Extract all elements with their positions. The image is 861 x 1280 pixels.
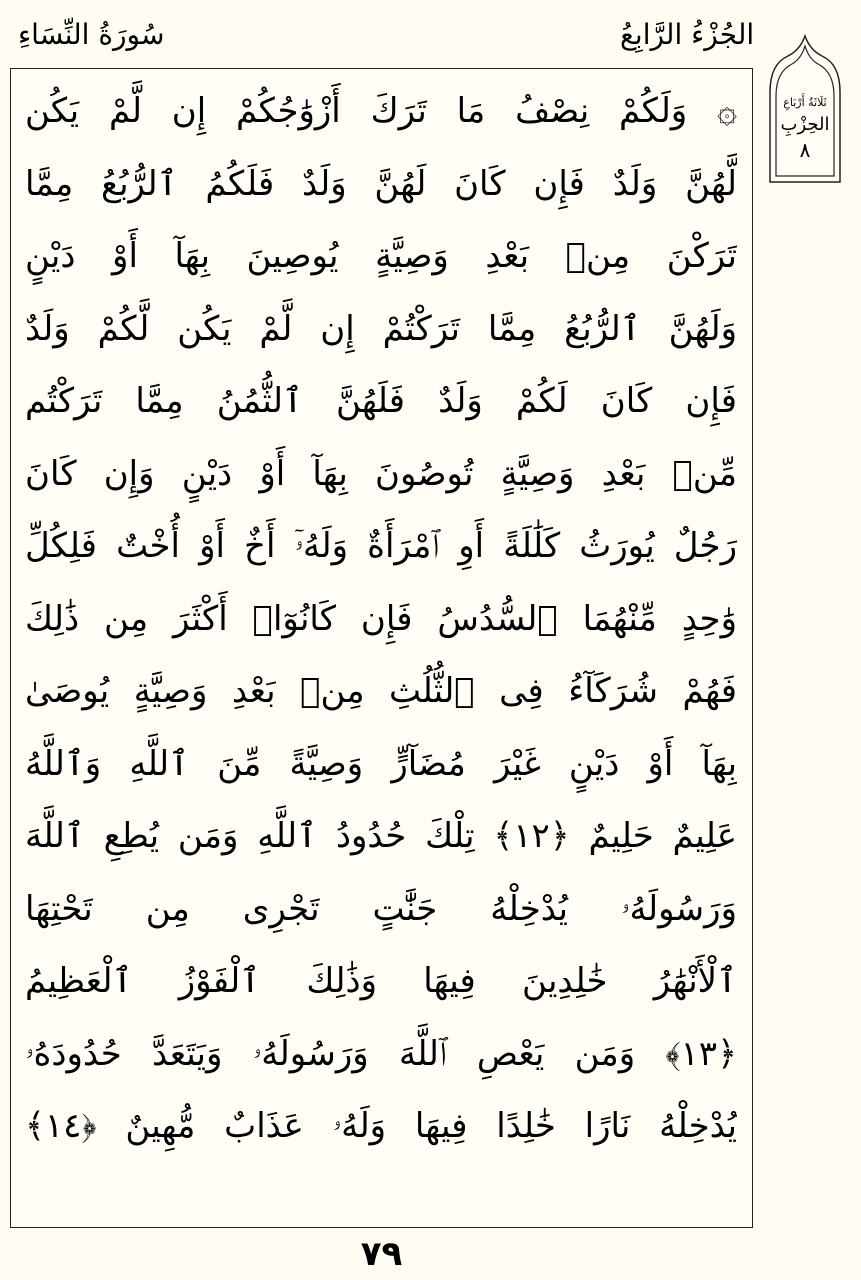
quran-line: وَرَسُولَهُۥ يُدْخِلْهُ جَنَّٰتٍ تَجْرِى مِن تَحْتِهَا xyxy=(25,888,737,929)
quran-line: يُدْخِلْهُ نَارًا خَٰلِدًا فِيهَا وَلَهُۥ عَذَابٌ مُّهِينٌ ﴿١٤﴾ xyxy=(25,1106,737,1146)
quran-line: فَهُمْ شُرَكَآءُ فِى ٱلثُّلُثِ مِنۢ بَعْدِ وَصِيَّةٍ يُوصَىٰ xyxy=(25,671,737,711)
quran-line: مِّنۢ بَعْدِ وَصِيَّةٍ تُوصُونَ بِهَآ أَوْ دَيْنٍ وَإِن كَانَ xyxy=(25,453,737,494)
quran-line: لَّهُنَّ وَلَدٌ فَإِن كَانَ لَهُنَّ وَلَدٌ فَلَكُمُ ٱلرُّبُعُ مِمَّا xyxy=(25,163,737,204)
quran-line: ﴿١٣﴾ وَمَن يَعْصِ ٱللَّهَ وَرَسُولَهُۥ وَيَتَعَدَّ حُدُودَهُۥ xyxy=(25,1033,737,1074)
quran-line: وَٰحِدٍ مِّنْهُمَا ٱلسُّدُسُ فَإِن كَانُوٓا۟ أَكْثَرَ مِن ذَٰلِكَ xyxy=(25,598,737,639)
juz-title: الجُزْءُ الرَّابِعُ xyxy=(620,18,755,51)
quran-line: رَجُلٌ يُورَثُ كَلَٰلَةً أَوِ ٱمْرَأَةٌ وَلَهُۥٓ أَخٌ أَوْ أُخْتٌ فَلِكُلِّ xyxy=(25,526,737,566)
hizb-label: الحِزْبِ xyxy=(780,114,830,135)
quran-line: تَرَكْنَ مِنۢ بَعْدِ وَصِيَّةٍ يُوصِينَ بِهَآ أَوْ دَيْنٍ xyxy=(25,236,737,276)
quran-line: فَإِن كَانَ لَكُمْ وَلَدٌ فَلَهُنَّ ٱلثُّمُنُ مِمَّا تَرَكْتُم xyxy=(25,381,737,421)
quran-line: عَلِيمٌ حَلِيمٌ ﴿١٢﴾ تِلْكَ حُدُودُ ٱللَّهِ وَمَن يُطِعِ ٱللَّهَ xyxy=(25,816,737,856)
hizb-marker xyxy=(766,34,844,184)
quran-line: ۞ وَلَكُمْ نِصْفُ مَا تَرَكَ أَزْوَٰجُكُمْ إِن لَّمْ يَكُن xyxy=(25,91,737,131)
quran-text-block xyxy=(25,75,737,1163)
surah-title: سُورَةُ النِّسَاءِ xyxy=(18,18,165,51)
quran-text-frame xyxy=(10,68,753,1228)
hizb-number: ٨ xyxy=(799,138,811,162)
page-number: ٧٩ xyxy=(360,1234,403,1274)
quran-line: ٱلْأَنْهَٰرُ خَٰلِدِينَ فِيهَا وَذَٰلِكَ ٱلْفَوْزُ ٱلْعَظِيمُ xyxy=(25,961,737,1001)
quran-line: وَلَهُنَّ ٱلرُّبُعُ مِمَّا تَرَكْتُمْ إِن لَّمْ يَكُن لَّكُمْ وَلَدٌ xyxy=(25,308,737,349)
quran-line: بِهَآ أَوْ دَيْنٍ غَيْرَ مُضَآرٍّ وَصِيَّةً مِّنَ ٱللَّهِ وَٱللَّهُ xyxy=(25,743,737,784)
hizb-fraction: ثَلَاثَةُ أَرْبَاعِ xyxy=(783,96,827,109)
